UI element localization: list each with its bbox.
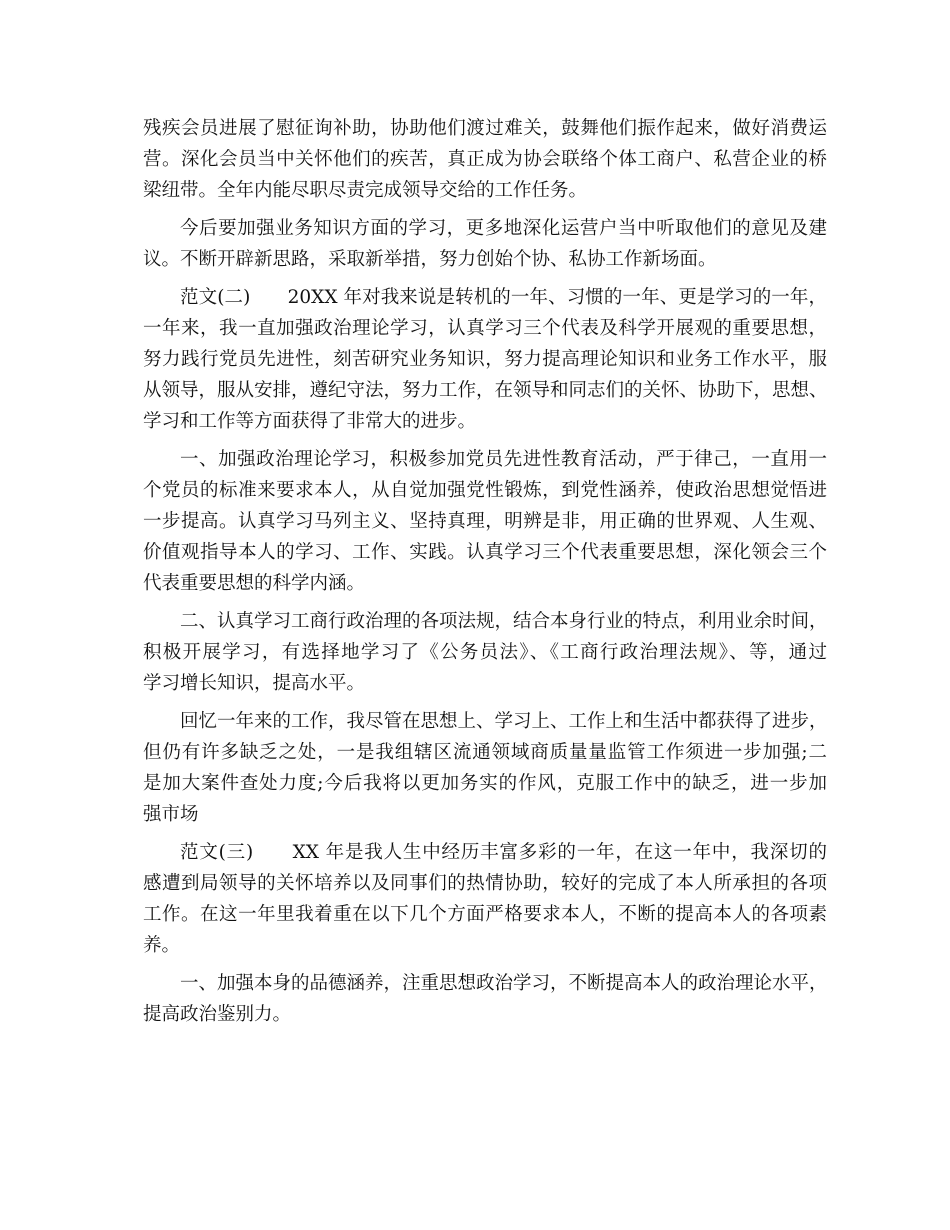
text-line: 但仍有许多缺乏之处，一是我组辖区流通领域商质量量监管工作须进一步加强;二	[143, 742, 827, 763]
text-line: 今后要加强业务知识方面的学习，更多地深化运营户当中听取他们的意见及建	[180, 218, 827, 239]
text-line: 梁纽带。全年内能尽职尽责完成领导交给的工作任务。	[143, 180, 588, 201]
text-line: 从领导，服从安排，遵纪守法，努力工作，在领导和同志们的关怀、协助下，思想、	[143, 380, 828, 401]
text-line: 回忆一年来的工作，我尽管在思想上、学习上、工作上和生活中都获得了进步，	[180, 711, 828, 732]
paragraph-moral-cultivation	[143, 968, 827, 1030]
text-line: 一年来，我一直加强政治理论学习，认真学习三个代表及科学开展观的重要思想，	[143, 318, 827, 339]
text-line: 工作。在这一年里我着重在以下几个方面严格要求本人，不断的提高本人的各项素	[143, 904, 827, 925]
text-line: 价值观指导本人的学习、工作、实践。认真学习三个代表重要思想，深化领会三个	[143, 542, 827, 563]
paragraph-sample-two	[143, 282, 827, 437]
paragraph-review	[143, 706, 827, 830]
document-body	[143, 113, 827, 1037]
text-line: 范文(三) XX 年是我人生中经历丰富多彩的一年，在这一年中，我深切的	[180, 842, 827, 863]
text-line: 学习增长知识，提高水平。	[143, 673, 366, 694]
text-line: 一步提高。认真学习马列主义、坚持真理，明辨是非，用正确的世界观、人生观、	[143, 511, 827, 532]
text-line: 感遭到局领导的关怀培养以及同事们的热情协助，较好的完成了本人所承担的各项	[143, 873, 827, 894]
text-line: 个党员的标准来要求本人，从自觉加强党性锻炼，到党性涵养，使政治思想觉悟进	[143, 480, 827, 501]
text-line: 一、加强政治理论学习，积极参加党员先进性教育活动，严于律己，一直用一	[180, 449, 827, 470]
text-line: 残疾会员进展了慰征询补助，协助他们渡过难关，鼓舞他们振作起来，做好消费运	[143, 118, 827, 139]
text-line: 范文(二) 20XX 年对我来说是转机的一年、习惯的一年、更是学习的一年，	[180, 287, 827, 308]
paragraph-sample-three	[143, 837, 827, 961]
paragraph-future-study	[143, 213, 827, 275]
text-line: 积极开展学习，有选择地学习了《公务员法》、《工商行政治理法规》、等，通过	[143, 642, 827, 663]
text-line: 议。不断开辟新思路，采取新举措，努力创始个协、私协工作新场面。	[143, 249, 717, 270]
text-line: 二、认真学习工商行政治理的各项法规，结合本身行业的特点，利用业余时间，	[180, 611, 828, 632]
paragraph-political-theory	[143, 444, 827, 599]
text-line: 养。	[143, 935, 181, 956]
text-line: 一、加强本身的品德涵养，注重思想政治学习，不断提高本人的政治理论水平，	[180, 973, 828, 994]
paragraph-regulations-study	[143, 606, 827, 699]
text-line: 学习和工作等方面获得了非常大的进步。	[143, 411, 477, 432]
paragraph-member-support	[143, 113, 827, 206]
text-line: 代表重要思想的科学内涵。	[143, 573, 366, 594]
text-line: 提高政治鉴别力。	[143, 1004, 292, 1025]
text-line: 努力践行党员先进性，刻苦研究业务知识，努力提高理论知识和业务工作水平，服	[143, 349, 827, 370]
text-line: 是加大案件查处力度;今后我将以更加务实的作风，克服工作中的缺乏，进一步加	[143, 773, 827, 794]
text-line: 营。深化会员当中关怀他们的疾苦，真正成为协会联络个体工商户、私营企业的桥	[143, 149, 827, 170]
text-line: 强市场	[143, 804, 199, 825]
